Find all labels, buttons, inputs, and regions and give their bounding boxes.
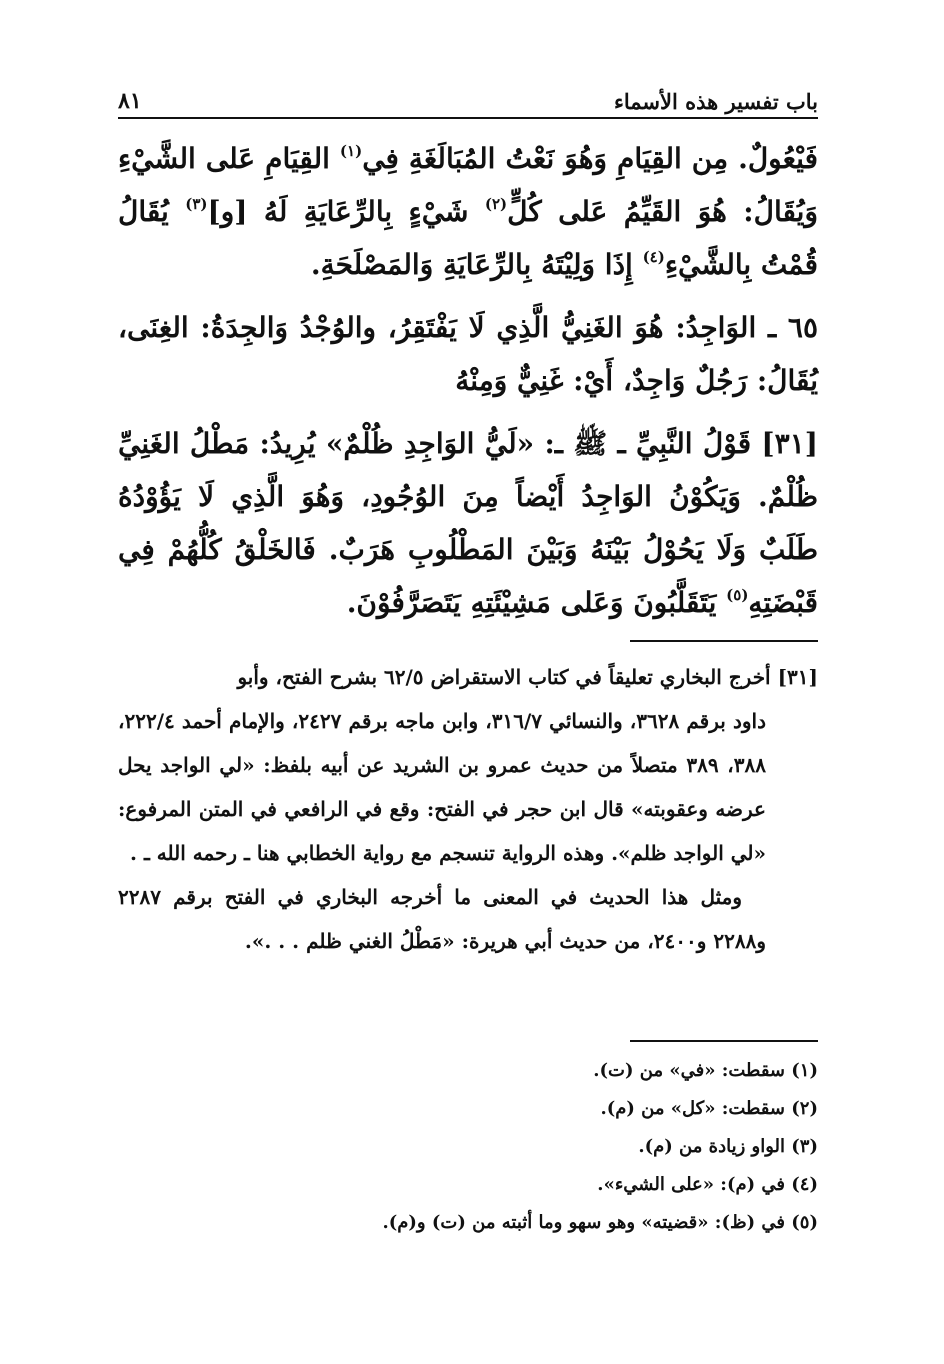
text-segment: إِذَا وَلِيْتَهُ بِالرِّعَايَةِ وَالمَصْلَحَةِ. (310, 248, 643, 281)
text-segment: يُقَالُ قُمْتُ بِالشَّيْءِ (118, 195, 818, 281)
footnote-rule (630, 1040, 818, 1042)
footnote-marker-5: (٥) (726, 586, 749, 604)
hadith-takhrij (118, 655, 818, 963)
footnote-marker-2: (٢) (484, 195, 508, 213)
page-number: ٨١ (118, 88, 142, 114)
chapter-title: باب تفسير هذه الأسماء (614, 89, 818, 114)
main-text (118, 132, 818, 629)
paragraph-qayyum (118, 132, 818, 291)
takhrij-paragraph: داود برقم ٣٦٢٨، والنسائي ٣١٦/٧، وابن ماجه برقم ٢٤٢٧، والإمام أحمد ٢٢٢/٤، ٣٨٨، ٣٨٩ متصلاً من حديث عمرو بن الشريد عن أبيه بلفظ: «لي الواجد يحل عرضه وعقوبته» قال ابن حجر في الفتح: وقع في الرافعي في المتن المرفوع: «لي الواجد ظلم». وهذه الرواية تنسجم مع رواية الخطابي هنا ـ رحمه الله ـ . (118, 709, 766, 865)
footnotes-list (118, 1052, 818, 1242)
header-rule (118, 117, 818, 119)
takhrij-paragraph: ومثل هذا الحديث في المعنى ما أخرجه البخاري في الفتح برقم ٢٢٨٧ و٢٢٨٨ و٢٤٠٠، من حديث أبي هريرة: «مَطْلُ الغني ظلم . . .». (118, 885, 766, 953)
text-segment: [٣١] قَوْلُ النَّبِيِّ ـ ﷺ ـ: «لَيُّ الوَاجِدِ ظُلْمٌ» يُرِيدُ: مَطْلُ الغَنِيِّ ظُلْمٌ. وَيَكُوْنُ الوَاجِدُ أَيْضاً مِنَ الوُجُودِ، وَهُوَ الَّذِي لَا يَؤُوْدُهُ طَلَبٌ وَلَا يَحُوْلُ بَيْنَهُ وَبَيْنَ المَطْلُوبِ هَرَبٌ. فَالخَلْقُ كُلُّهُمْ فِي قَبْضَتِهِ (118, 427, 818, 619)
text-segment: يَتَقَلَّبُونَ وَعَلى مَشِيْئَتِهِ يَتَصَرَّفُوْنَ. (346, 586, 727, 619)
footnote-item: (٥) في (ظ): «قضيته» وهو سهو وما أثبته من (ت) و(م). (382, 1212, 818, 1233)
footnote-item: (٢) سقطت: «كل» من (م). (600, 1098, 818, 1119)
footnote-marker-3: (٣) (185, 195, 208, 213)
footnote-item: (١) سقطت: «في» من (ت). (593, 1060, 818, 1081)
paragraph-wajid: ٦٥ ـ الوَاجِدُ: هُوَ الغَنِيُّ الَّذِي لَا يَفْتَقِرُ، والوُجْدُ وَالجِدَةُ: الغِنَى، يُقَالُ: رَجُلٌ وَاجِدٌ، أَيْ: غَنِيٌّ وَمِنْهُ (118, 311, 818, 397)
footnote-marker-4: (٤) (642, 248, 665, 266)
text-segment: فَيْعُولٌ. مِن القِيَامِ وَهُوَ نَعْتُ المُبَالَغَةِ فِي (362, 142, 818, 175)
paragraph-hadith-31 (118, 417, 818, 629)
footnote-marker-1: (١) (339, 142, 363, 160)
text-segment: شَيْءٍ بِالرِّعَايَةِ لَهُ [و] (207, 195, 485, 228)
takhrij-first-line: [٣١] أخرج البخاري تعليقاً في كتاب الاستقراض ٦٢/٥ بشرح الفتح، وأبو (237, 665, 818, 689)
separator-rule (630, 640, 818, 642)
running-header (118, 74, 818, 114)
text-segment: القِيَامِ عَلى الشَّيْءِ وَيُقَالُ: هُوَ القَيِّمُ عَلى كُلٍّ (118, 142, 818, 228)
footnote-item: (٤) في (م): «على الشيء». (597, 1174, 818, 1195)
footnote-item: (٣) الواو زيادة من (م). (638, 1136, 818, 1157)
